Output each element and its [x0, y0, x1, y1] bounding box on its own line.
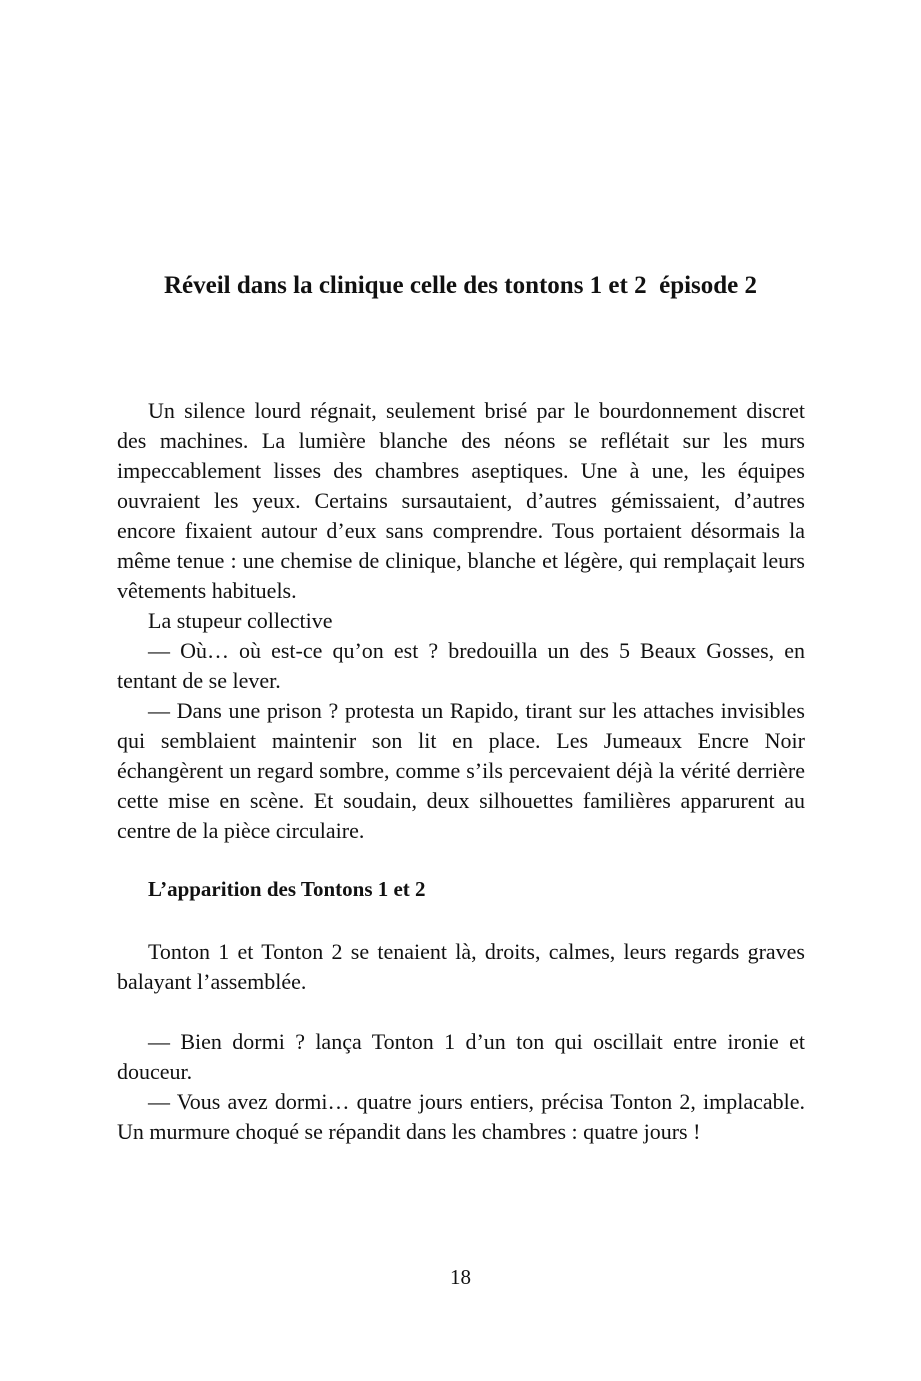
paragraph: — Dans une prison ? protesta un Rapido, tirant sur les attaches invisibles qui semblaient maintenir son lit en place. Les Jumeaux Encre Noir échangèrent un regard sombre, comme s’ils percevaient déjà la vérité derrière cette mise en scène. Et soudain, deux silhouettes familières apparurent au centre de la pièce circulaire.	[117, 698, 805, 843]
paragraph: La stupeur collective	[148, 608, 333, 633]
page-number: 18	[450, 1265, 471, 1289]
section-heading: L’apparition des Tontons 1 et 2	[148, 877, 426, 901]
chapter-title: Réveil dans la clinique celle des tontons 1 et 2 épisode 2	[163, 272, 758, 299]
paragraph: — Bien dormi ? lança Tonton 1 d’un ton qui oscillait entre ironie et douceur.	[117, 1029, 805, 1084]
paragraph: Tonton 1 et Tonton 2 se tenaient là, droits, calmes, leurs regards graves balayant l’assemblée.	[117, 939, 805, 994]
paragraph: Un silence lourd régnait, seulement brisé par le bourdonnement discret des machines. La lumière blanche des néons se reflétait sur les murs impeccablement lisses des chambres aseptiques. Une à une, les équipes ouvraient les yeux. Certains sursautaient, d’autres gémissaient, d’autres encore fixaient autour d’eux sans comprendre. Tous portaient désormais la même tenue : une chemise de clinique, blanche et légère, qui remplaçait leurs vêtements habituels.	[117, 398, 805, 603]
body-block-1	[117, 396, 805, 846]
body-block-2	[117, 937, 805, 1147]
paragraph: — Où… où est-ce qu’on est ? bredouilla un des 5 Beaux Gosses, en tentant de se lever.	[117, 638, 805, 693]
paragraph: — Vous avez dormi… quatre jours entiers, précisa Tonton 2, implacable. Un murmure choqué se répandit dans les chambres : quatre jours !	[117, 1089, 805, 1144]
